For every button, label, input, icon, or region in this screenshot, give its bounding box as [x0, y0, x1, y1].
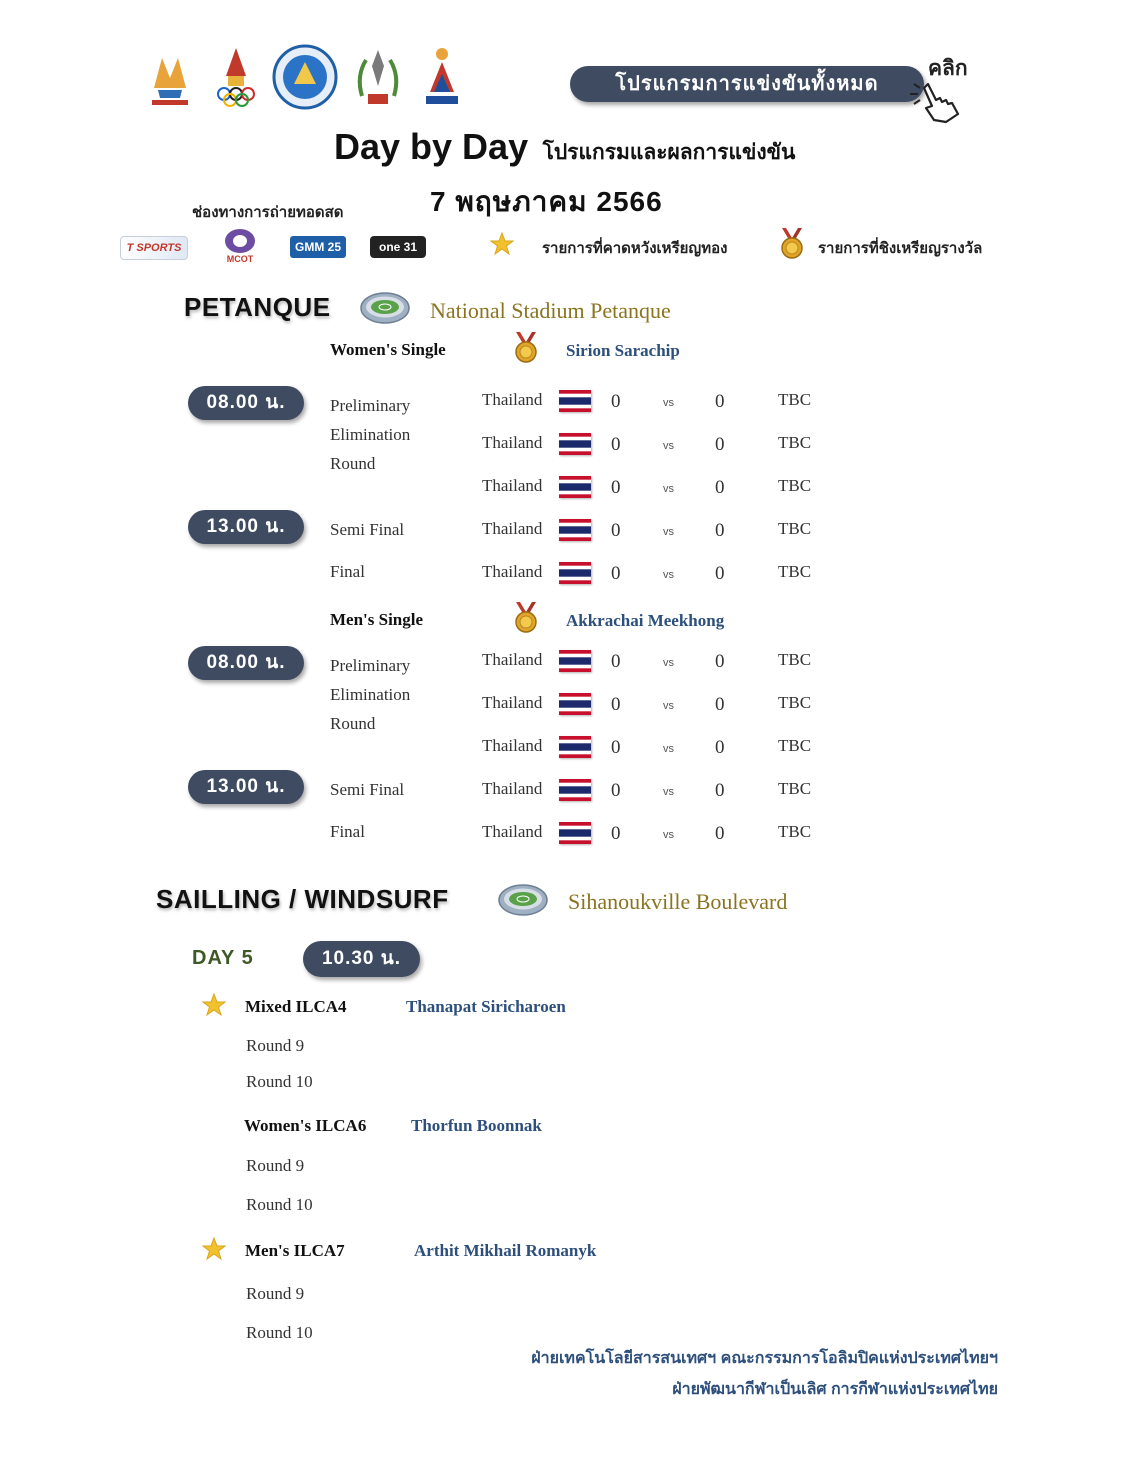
- score-a: 0: [611, 391, 621, 412]
- womens-single-athlete: Sirion Sarachip: [566, 341, 680, 360]
- channel-gmm25: [290, 236, 346, 258]
- thai-flag-icon: [559, 650, 591, 672]
- channel-tsports: [120, 236, 188, 260]
- opponent-name: TBC: [778, 736, 812, 755]
- match-row: [480, 517, 840, 545]
- opponent-name: TBC: [778, 433, 812, 452]
- sailing-category: Men's ILCA7: [245, 1241, 345, 1260]
- sports-authority-logo: [352, 46, 404, 108]
- page-title: [334, 126, 814, 174]
- round-item: Round 9: [246, 1036, 305, 1055]
- match-row: [480, 777, 840, 805]
- hand-pointer-icon[interactable]: [906, 76, 970, 124]
- sailing-athlete: Arthit Mikhail Romanyk: [414, 1241, 597, 1260]
- score-a: 0: [611, 563, 621, 584]
- team-name: Thailand: [482, 519, 543, 538]
- match-row: [480, 388, 840, 416]
- round-label: Semi Final: [330, 780, 405, 799]
- medal-icon: [778, 228, 806, 260]
- team-name: Thailand: [482, 779, 543, 798]
- match-row: [480, 691, 840, 719]
- womens-single-category: Women's Single: [330, 340, 446, 359]
- vs-label: vs: [663, 786, 674, 798]
- vs-label: vs: [663, 526, 674, 538]
- channel-mcot: [214, 228, 266, 266]
- team-name: Thailand: [482, 476, 543, 495]
- opponent-name: TBC: [778, 390, 812, 409]
- opponent-name: TBC: [778, 693, 812, 712]
- team-name: Thailand: [482, 736, 543, 755]
- all-program-button[interactable]: [570, 66, 924, 102]
- mens-single-category: Men's Single: [330, 610, 424, 629]
- team-name: Thailand: [482, 650, 543, 669]
- score-b: 0: [715, 651, 725, 672]
- match-row: [480, 734, 840, 762]
- opponent-name: TBC: [778, 779, 812, 798]
- title-en: Day by Day: [334, 126, 529, 167]
- petanque-venue: National Stadium Petanque: [430, 298, 671, 323]
- time-badge: 08.00 น.: [188, 386, 304, 420]
- all-program-label: โปรแกรมการแข่งขันทั้งหมด: [615, 73, 879, 95]
- thai-flag-icon: [559, 476, 591, 498]
- score-a: 0: [611, 520, 621, 541]
- sailing-category: Women's ILCA6: [244, 1116, 367, 1135]
- score-b: 0: [715, 823, 725, 844]
- match-row: [480, 431, 840, 459]
- sailing-athlete: Thorfun Boonnak: [411, 1116, 542, 1135]
- sailing-category: Mixed ILCA4: [245, 997, 347, 1016]
- match-row: [480, 820, 840, 848]
- medal-icon: [512, 602, 540, 634]
- opponent-name: TBC: [778, 562, 812, 581]
- thai-flag-icon: [559, 562, 591, 584]
- ministry-seal-logo: [272, 44, 338, 110]
- time-badge: 13.00 น.: [188, 770, 304, 804]
- round-label: Final: [330, 562, 365, 581]
- sea-games-logo: [144, 48, 196, 110]
- click-label: คลิก: [928, 57, 968, 80]
- stadium-icon: [358, 290, 412, 326]
- thai-flag-icon: [559, 390, 591, 412]
- round-label: Semi Final: [330, 520, 405, 539]
- legend-medal-label: รายการที่ชิงเหรียญรางวัล: [818, 240, 983, 257]
- match-row: [480, 560, 840, 588]
- opponent-name: TBC: [778, 822, 812, 841]
- opponent-name: TBC: [778, 650, 812, 669]
- score-b: 0: [715, 391, 725, 412]
- channel-tsports-label: T SPORTS: [126, 242, 182, 254]
- channel-gmm25-label: GMM 25: [294, 240, 341, 254]
- score-a: 0: [611, 780, 621, 801]
- opponent-name: TBC: [778, 476, 812, 495]
- team-name: Thailand: [482, 693, 543, 712]
- time-badge: 13.00 น.: [188, 510, 304, 544]
- logo-row: [140, 44, 480, 114]
- match-row: [480, 648, 840, 676]
- stadium-icon: [496, 882, 550, 918]
- team-name: Thailand: [482, 822, 543, 841]
- vs-label: vs: [663, 397, 674, 409]
- round-item: Round 9: [246, 1156, 305, 1175]
- broadcast-label: ช่องทางการถ่ายทอดสด: [192, 204, 344, 221]
- score-a: 0: [611, 694, 621, 715]
- match-row: [480, 474, 840, 502]
- date-heading: 7 พฤษภาคม 2566: [430, 186, 663, 217]
- footer-line-2: ฝ่ายพัฒนากีฬาเป็นเลิศ การกีฬาแห่งประเทศไทย: [672, 1381, 998, 1398]
- round-label: Preliminary Elimination Round: [330, 656, 411, 733]
- star-icon: [490, 232, 514, 256]
- score-b: 0: [715, 563, 725, 584]
- score-a: 0: [611, 737, 621, 758]
- star-icon: [202, 993, 226, 1017]
- mens-single-athlete: Akkrachai Meekhong: [566, 611, 725, 630]
- day-label: DAY 5: [192, 947, 254, 969]
- round-label: Final: [330, 822, 365, 841]
- opponent-name: TBC: [778, 519, 812, 538]
- score-b: 0: [715, 520, 725, 541]
- team-name: Thailand: [482, 390, 543, 409]
- sailing-venue: Sihanoukville Boulevard: [568, 889, 788, 914]
- round-item: Round 9: [246, 1284, 305, 1303]
- medal-icon: [512, 332, 540, 364]
- legend-gold-label: รายการที่คาดหวังเหรียญทอง: [542, 240, 728, 257]
- round-item: Round 10: [246, 1195, 313, 1214]
- petanque-title: PETANQUE: [184, 292, 331, 322]
- mcot-icon: [224, 228, 256, 254]
- score-a: 0: [611, 434, 621, 455]
- title-th: โปรแกรมและผลการแข่งขัน: [542, 141, 796, 164]
- vs-label: vs: [663, 700, 674, 712]
- score-b: 0: [715, 694, 725, 715]
- score-b: 0: [715, 477, 725, 498]
- thai-flag-icon: [559, 693, 591, 715]
- score-b: 0: [715, 780, 725, 801]
- time-badge: 10.30 น.: [303, 941, 420, 977]
- footer-line-1: ฝ่ายเทคโนโลยีสารสนเทศฯ คณะกรรมการโอลิมปิคแห่งประเทศไทยฯ: [531, 1350, 998, 1367]
- thai-flag-icon: [559, 433, 591, 455]
- thai-flag-icon: [559, 822, 591, 844]
- thai-flag-icon: [559, 736, 591, 758]
- vs-label: vs: [663, 829, 674, 841]
- olympic-committee-logo: [210, 46, 262, 108]
- vs-label: vs: [663, 483, 674, 495]
- team-name: Thailand: [482, 433, 543, 452]
- score-b: 0: [715, 434, 725, 455]
- channel-one31: [370, 236, 426, 258]
- team-name: Thailand: [482, 562, 543, 581]
- vs-label: vs: [663, 440, 674, 452]
- score-a: 0: [611, 823, 621, 844]
- nsdf-logo: [416, 46, 468, 108]
- channel-mcot-label: MCOT: [226, 254, 254, 264]
- vs-label: vs: [663, 569, 674, 581]
- thai-flag-icon: [559, 779, 591, 801]
- star-icon: [202, 1237, 226, 1261]
- sailing-athlete: Thanapat Siricharoen: [406, 997, 566, 1016]
- vs-label: vs: [663, 657, 674, 669]
- score-a: 0: [611, 477, 621, 498]
- time-badge: 08.00 น.: [188, 646, 304, 680]
- score-b: 0: [715, 737, 725, 758]
- round-item: Round 10: [246, 1072, 313, 1091]
- thai-flag-icon: [559, 519, 591, 541]
- round-label: Preliminary Elimination Round: [330, 396, 411, 473]
- sailing-title: SAILLING / WINDSURF: [156, 884, 449, 914]
- vs-label: vs: [663, 743, 674, 755]
- score-a: 0: [611, 651, 621, 672]
- round-item: Round 10: [246, 1323, 313, 1342]
- channel-one31-label: one 31: [378, 240, 417, 254]
